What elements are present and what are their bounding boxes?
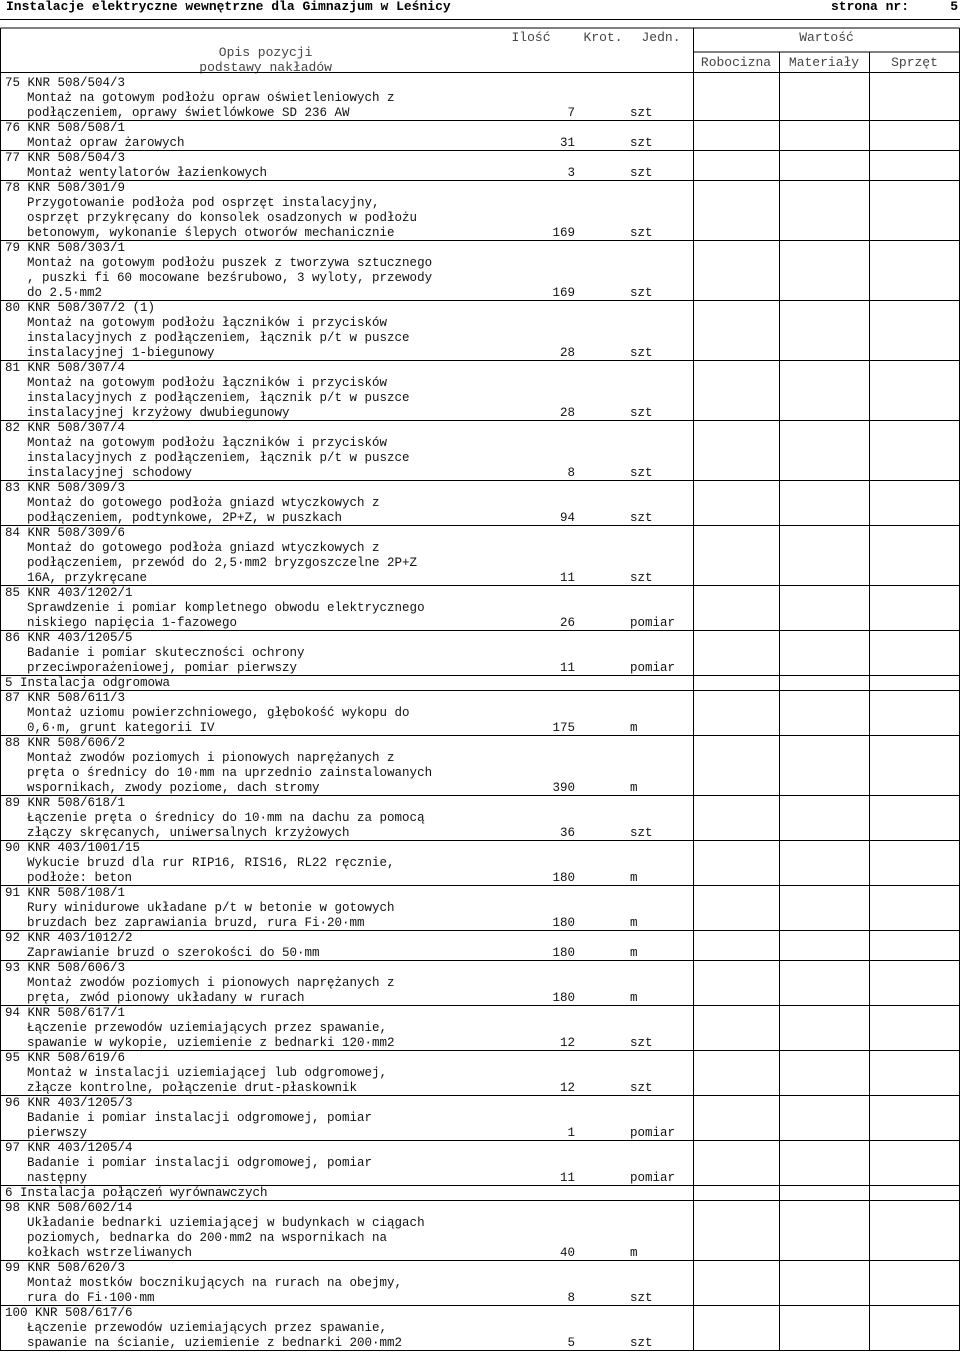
item-unit: szt — [630, 106, 653, 120]
item-description-line: złączy skręcanych, uniwersalnych krzyżowych — [27, 826, 350, 840]
item-quantity: 169 — [552, 286, 575, 300]
table-row — [0, 796, 960, 841]
item-description-line: Rury winidurowe układane p/t w betonie w gotowych — [27, 901, 395, 915]
column-header-desc-line2: podstawy nakładów — [199, 60, 332, 75]
item-description — [5, 76, 493, 121]
item-description-line: kołkach wstrzeliwanych — [27, 1246, 193, 1260]
table-row — [0, 526, 960, 586]
item-code: 100 KNR 508/617/6 — [5, 1306, 133, 1320]
column-header-materials: Materiały — [788, 55, 860, 70]
item-unit: szt — [630, 136, 653, 150]
table-row — [0, 151, 960, 181]
item-unit: pomiar — [630, 616, 676, 630]
item-description-line: podłączeniem, podtynkowe, 2P+Z, w puszkach — [27, 511, 343, 525]
item-description — [5, 841, 493, 886]
item-description — [5, 961, 493, 1006]
item-description-line: do 2.5·mm2 — [27, 286, 103, 300]
table-row — [0, 841, 960, 886]
item-description — [5, 481, 493, 526]
item-code: 89 KNR 508/618/1 — [5, 796, 126, 810]
item-description-line: betonowym, wykonanie ślepych otworów mechanicznie — [27, 226, 395, 240]
item-code: 92 KNR 403/1012/2 — [5, 931, 133, 945]
item-unit: szt — [630, 571, 653, 585]
table-row — [0, 76, 960, 121]
item-quantity: 390 — [552, 781, 575, 795]
item-code: 97 KNR 403/1205/4 — [5, 1141, 133, 1155]
item-description — [5, 1261, 493, 1306]
table-row — [0, 481, 960, 526]
item-quantity: 36 — [559, 826, 575, 840]
item-unit: pomiar — [630, 1171, 676, 1185]
item-unit: szt — [630, 226, 653, 240]
column-header-equipment: Sprzęt — [891, 55, 938, 70]
section-row — [0, 1186, 960, 1201]
table-row — [0, 586, 960, 631]
item-description — [5, 1006, 493, 1051]
item-description-line: spawanie na ścianie, uziemienie z bednarki 200·mm2 — [27, 1336, 403, 1350]
item-quantity: 11 — [559, 661, 575, 675]
item-unit: szt — [630, 406, 653, 420]
item-description — [5, 241, 493, 301]
table-row — [0, 1261, 960, 1306]
item-unit: szt — [630, 826, 653, 840]
item-description-line: poziomych, bednarka do 200·mm2 na wspornikach na — [27, 1231, 388, 1245]
item-description-line: Sprawdzenie i pomiar kompletnego obwodu elektrycznego — [27, 601, 425, 615]
table-row — [0, 1096, 960, 1141]
item-description — [5, 1306, 493, 1351]
table-row — [0, 1141, 960, 1186]
item-code: 79 KNR 508/303/1 — [5, 241, 126, 255]
item-description — [5, 631, 493, 676]
table-row — [0, 241, 960, 301]
item-code: 98 KNR 508/602/14 — [5, 1201, 133, 1215]
item-description-line: podłoże: beton — [27, 871, 133, 885]
item-quantity: 8 — [567, 1291, 575, 1305]
item-description — [5, 586, 493, 631]
item-description-line: bruzdach bez zaprawiania bruzd, rura Fi·20·mm — [27, 916, 365, 930]
item-unit: pomiar — [630, 661, 676, 675]
item-code: 88 KNR 508/606/2 — [5, 736, 126, 750]
item-description-line: Łączenie przewodów uziemiających przez spawanie, — [27, 1021, 388, 1035]
table-row — [0, 691, 960, 736]
table-row — [0, 1201, 960, 1261]
item-description — [5, 301, 493, 361]
item-description-line: Montaż opraw żarowych — [27, 136, 185, 150]
table-row — [0, 301, 960, 361]
item-code: 86 KNR 403/1205/5 — [5, 631, 133, 645]
item-quantity: 28 — [559, 346, 575, 360]
item-unit: m — [630, 1246, 638, 1260]
item-quantity: 175 — [552, 721, 575, 735]
item-code: 94 KNR 508/617/1 — [5, 1006, 126, 1020]
item-description-line: , puszki fi 60 mocowane bezśrubowo, 3 wyloty, przewody — [27, 271, 433, 285]
table-row — [0, 961, 960, 1006]
item-description-line: Łączenie przewodów uziemiających przez spawanie, — [27, 1321, 388, 1335]
item-code: 87 KNR 508/611/3 — [5, 691, 126, 705]
item-description-line: Montaż na gotowym podłożu opraw oświetleniowych z — [27, 91, 395, 105]
item-description — [5, 151, 493, 181]
item-description-line: Łączenie pręta o średnicy do 10·mm na dachu za pomocą — [27, 811, 425, 825]
item-description — [5, 931, 493, 961]
item-description — [5, 421, 493, 481]
item-description — [5, 526, 493, 586]
column-header-krot: Krot. — [583, 30, 623, 45]
item-quantity: 26 — [559, 616, 575, 630]
item-code: 93 KNR 508/606/3 — [5, 961, 126, 975]
table-row — [0, 886, 960, 931]
item-quantity: 7 — [567, 106, 575, 120]
item-description-line: Badanie i pomiar skuteczności ochrony — [27, 646, 305, 660]
item-description-line: Montaż do gotowego podłoża gniazd wtyczkowych z — [27, 496, 380, 510]
item-code: 84 KNR 508/309/6 — [5, 526, 126, 540]
item-code: 76 KNR 508/508/1 — [5, 121, 126, 135]
item-description — [5, 121, 493, 151]
item-description-line: Badanie i pomiar instalacji odgromowej, pomiar — [27, 1111, 373, 1125]
item-unit: m — [630, 946, 638, 960]
header-rule — [0, 19, 960, 20]
item-description — [5, 691, 493, 736]
item-description-line: pręta, zwód pionowy układany w rurach — [27, 991, 305, 1005]
item-description-line: Montaż w instalacji uziemiającej lub odgromowej, — [27, 1066, 388, 1080]
table-row — [0, 1306, 960, 1351]
item-description — [5, 1096, 493, 1141]
item-description — [5, 736, 493, 796]
item-unit: szt — [630, 346, 653, 360]
item-quantity: 11 — [559, 571, 575, 585]
item-description-line: Montaż na gotowym podłożu łączników i przycisków — [27, 436, 388, 450]
item-description-line: osprzęt przykręcany do konsolek osadzonych w podłożu — [27, 211, 418, 225]
item-description — [5, 1201, 493, 1261]
item-description-line: Zaprawianie bruzd o szerokości do 50·mm — [27, 946, 320, 960]
item-code: 85 KNR 403/1202/1 — [5, 586, 133, 600]
item-description-line: instalacyjnej schodowy — [27, 466, 193, 480]
item-description-line: 16A, przykręcane — [27, 571, 148, 585]
page-header — [6, 0, 958, 13]
item-unit: m — [630, 721, 638, 735]
item-code: 82 KNR 508/307/4 — [5, 421, 126, 435]
document-title: Instalacje elektryczne wewnętrzne dla Gimnazjum w Leśnicy — [6, 0, 451, 14]
item-unit: szt — [630, 286, 653, 300]
table-row — [0, 736, 960, 796]
item-unit: m — [630, 991, 638, 1005]
section-title: 6 Instalacja połączeń wyrównawczych — [5, 1186, 268, 1200]
item-description-line: Montaż wentylatorów łazienkowych — [27, 166, 268, 180]
item-description-line: niskiego napięcia 1-fazowego — [27, 616, 238, 630]
item-quantity: 94 — [559, 511, 575, 525]
item-unit: szt — [630, 1081, 653, 1095]
item-unit: szt — [630, 466, 653, 480]
item-description-line: Badanie i pomiar instalacji odgromowej, pomiar — [27, 1156, 373, 1170]
item-quantity: 40 — [559, 1246, 575, 1260]
item-description-line: instalacyjnych z podłączeniem, łącznik p/t w puszce — [27, 391, 410, 405]
page-label: strona nr: — [831, 0, 910, 14]
item-description — [5, 886, 493, 931]
item-description-line: instalacyjnych z podłączeniem, łącznik p/t w puszce — [27, 451, 410, 465]
item-description-line: wspornikach, zwody poziome, dach stromy — [27, 781, 320, 795]
item-code: 90 KNR 403/1001/15 — [5, 841, 141, 855]
section-row — [0, 676, 960, 691]
item-quantity: 11 — [559, 1171, 575, 1185]
item-description-line: podłączeniem, oprawy świetlówkowe SD 236 AW — [27, 106, 350, 120]
item-unit: m — [630, 781, 638, 795]
item-quantity: 1 — [567, 1126, 575, 1140]
item-quantity: 12 — [559, 1081, 575, 1095]
table-row — [0, 931, 960, 961]
item-description-line: Montaż mostków bocznikujących na rurach na obejmy, — [27, 1276, 403, 1290]
item-description-line: Montaż na gotowym podłożu łączników i przycisków — [27, 376, 388, 390]
item-unit: m — [630, 871, 638, 885]
table-row — [0, 1006, 960, 1051]
item-description-line: Przygotowanie podłoża pod osprzęt instalacyjny, — [27, 196, 380, 210]
item-description — [5, 1141, 493, 1186]
item-description — [5, 1051, 493, 1096]
item-quantity: 180 — [552, 871, 575, 885]
item-description-line: przeciwporażeniowej, pomiar pierwszy — [27, 661, 298, 675]
item-description-line: instalacyjnej krzyżowy dwubiegunowy — [27, 406, 290, 420]
item-quantity: 180 — [552, 946, 575, 960]
item-description — [5, 181, 493, 241]
item-description-line: spawanie w wykopie, uziemienie z bednarki 120·mm2 — [27, 1036, 395, 1050]
item-description-line: Montaż na gotowym podłożu puszek z tworzywa sztucznego — [27, 256, 433, 270]
table-row — [0, 421, 960, 481]
item-code: 75 KNR 508/504/3 — [5, 76, 126, 90]
item-description-line: Wykucie bruzd dla rur RIP16, RIS16, RL22 ręcznie, — [27, 856, 395, 870]
item-description — [5, 796, 493, 841]
item-description-line: instalacyjnych z podłączeniem, łącznik p/t w puszce — [27, 331, 410, 345]
item-description-line: Montaż zwodów poziomych i pionowych naprężanych z — [27, 751, 395, 765]
item-unit: szt — [630, 511, 653, 525]
item-quantity: 5 — [567, 1336, 575, 1350]
item-description-line: złącze kontrolne, połączenie drut-płaskownik — [27, 1081, 358, 1095]
item-quantity: 28 — [559, 406, 575, 420]
item-description — [5, 361, 493, 421]
item-quantity: 8 — [567, 466, 575, 480]
item-quantity: 169 — [552, 226, 575, 240]
item-unit: szt — [630, 166, 653, 180]
table-row — [0, 631, 960, 676]
item-quantity: 12 — [559, 1036, 575, 1050]
item-unit: szt — [630, 1336, 653, 1350]
item-code: 91 KNR 508/108/1 — [5, 886, 126, 900]
item-code: 78 KNR 508/301/9 — [5, 181, 126, 195]
table-row — [0, 361, 960, 421]
item-code: 99 KNR 508/620/3 — [5, 1261, 126, 1275]
item-quantity: 3 — [567, 166, 575, 180]
section-title: 5 Instalacja odgromowa — [5, 676, 171, 690]
item-description-line: 0,6·m, grunt kategorii IV — [27, 721, 215, 735]
item-code: 95 KNR 508/619/6 — [5, 1051, 126, 1065]
item-quantity: 31 — [559, 136, 575, 150]
item-code: 77 KNR 508/504/3 — [5, 151, 126, 165]
table-row — [0, 181, 960, 241]
item-code: 83 KNR 508/309/3 — [5, 481, 126, 495]
page-number: 5 — [950, 0, 958, 14]
item-unit: pomiar — [630, 1126, 676, 1140]
column-header-desc-line1: Opis pozycji — [218, 45, 313, 60]
item-quantity: 180 — [552, 991, 575, 1005]
item-code: 96 KNR 403/1205/3 — [5, 1096, 133, 1110]
item-quantity: 180 — [552, 916, 575, 930]
item-description-line: Montaż na gotowym podłożu łączników i przycisków — [27, 316, 388, 330]
table-row — [0, 121, 960, 151]
table-row — [0, 1051, 960, 1096]
item-code: 80 KNR 508/307/2 (1) — [5, 301, 156, 315]
item-unit: m — [630, 916, 638, 930]
column-header-unit: Jedn. — [641, 30, 681, 45]
item-description-line: Montaż uziomu powierzchniowego, głębokość wykopu do — [27, 706, 410, 720]
item-description-line: Montaż zwodów poziomych i pionowych naprężanych z — [27, 976, 395, 990]
item-description-line: rura do Fi·100·mm — [27, 1291, 155, 1305]
item-description-line: następny — [27, 1171, 88, 1185]
item-description-line: Montaż do gotowego podłoża gniazd wtyczkowych z — [27, 541, 380, 555]
item-unit: szt — [630, 1036, 653, 1050]
item-description-line: podłączeniem, przewód do 2,5·mm2 bryzgoszczelne 2P+Z — [27, 556, 418, 570]
column-header-value: Wartość — [799, 30, 854, 45]
column-header-labor: Robocizna — [700, 55, 772, 70]
item-description-line: pierwszy — [27, 1126, 88, 1140]
column-header-qty: Ilość — [511, 30, 551, 45]
item-description-line: instalacyjnej 1-biegunowy — [27, 346, 215, 360]
item-unit: szt — [630, 1291, 653, 1305]
item-description-line: pręta o średnicy do 10·mm na uprzednio zainstalowanych — [27, 766, 433, 780]
item-description-line: Układanie bednarki uziemiającej w budynkach w ciągach — [27, 1216, 425, 1230]
item-code: 81 KNR 508/307/4 — [5, 361, 126, 375]
